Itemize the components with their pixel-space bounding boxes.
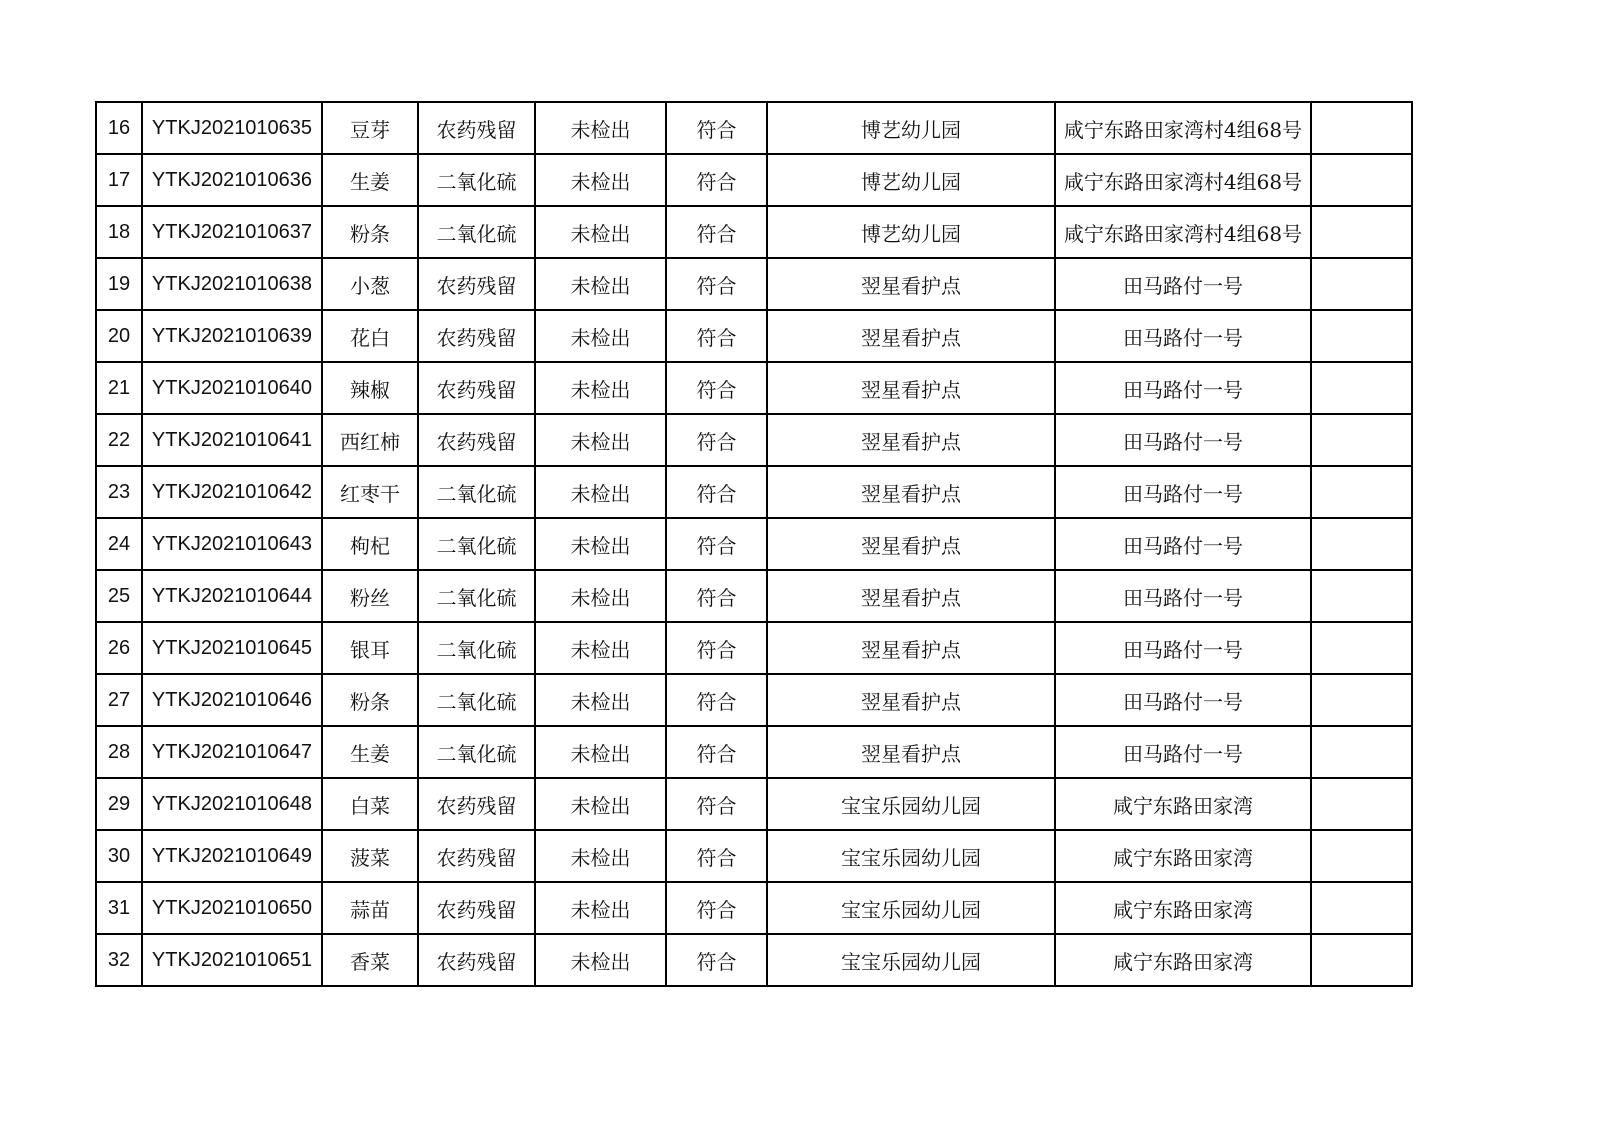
- test-result-cell: 未检出: [535, 206, 666, 258]
- remarks-cell: [1311, 310, 1412, 362]
- sample-name-cell: 小葱: [322, 258, 418, 310]
- row-number-cell: 24: [96, 518, 142, 570]
- table-row: [96, 466, 1412, 518]
- row-number-cell: 16: [96, 102, 142, 154]
- inspected-unit-cell: 宝宝乐园幼儿园: [767, 830, 1055, 882]
- row-number-cell: 32: [96, 934, 142, 986]
- test-item-cell: 二氧化硫: [418, 518, 535, 570]
- sample-name-cell: 银耳: [322, 622, 418, 674]
- sample-code-cell: YTKJ2021010643: [142, 518, 322, 570]
- sample-code-cell: YTKJ2021010641: [142, 414, 322, 466]
- conclusion-cell: 符合: [666, 778, 767, 830]
- remarks-cell: [1311, 206, 1412, 258]
- inspected-unit-cell: 翌星看护点: [767, 310, 1055, 362]
- inspected-unit-cell: 博艺幼儿园: [767, 102, 1055, 154]
- row-number-cell: 31: [96, 882, 142, 934]
- sample-name-cell: 粉条: [322, 206, 418, 258]
- row-number-cell: 29: [96, 778, 142, 830]
- remarks-cell: [1311, 830, 1412, 882]
- row-number-cell: 25: [96, 570, 142, 622]
- inspected-unit-cell: 博艺幼儿园: [767, 206, 1055, 258]
- unit-address-cell: 田马路付一号: [1055, 310, 1311, 362]
- sample-code-cell: YTKJ2021010637: [142, 206, 322, 258]
- inspected-unit-cell: 宝宝乐园幼儿园: [767, 882, 1055, 934]
- test-result-cell: 未检出: [535, 102, 666, 154]
- table-row: [96, 622, 1412, 674]
- sample-name-cell: 枸杞: [322, 518, 418, 570]
- test-item-cell: 农药残留: [418, 310, 535, 362]
- sample-code-cell: YTKJ2021010635: [142, 102, 322, 154]
- sample-name-cell: 香菜: [322, 934, 418, 986]
- inspected-unit-cell: 翌星看护点: [767, 414, 1055, 466]
- table-body: [96, 102, 1412, 986]
- remarks-cell: [1311, 674, 1412, 726]
- sample-code-cell: YTKJ2021010644: [142, 570, 322, 622]
- sample-name-cell: 辣椒: [322, 362, 418, 414]
- unit-address-cell: 咸宁东路田家湾: [1055, 934, 1311, 986]
- row-number-cell: 27: [96, 674, 142, 726]
- row-number-cell: 19: [96, 258, 142, 310]
- test-result-cell: 未检出: [535, 466, 666, 518]
- test-item-cell: 二氧化硫: [418, 674, 535, 726]
- test-item-cell: 农药残留: [418, 102, 535, 154]
- sample-code-cell: YTKJ2021010639: [142, 310, 322, 362]
- sample-code-cell: YTKJ2021010646: [142, 674, 322, 726]
- test-result-cell: 未检出: [535, 778, 666, 830]
- test-item-cell: 二氧化硫: [418, 154, 535, 206]
- remarks-cell: [1311, 154, 1412, 206]
- remarks-cell: [1311, 934, 1412, 986]
- test-result-cell: 未检出: [535, 518, 666, 570]
- table-row: [96, 830, 1412, 882]
- sample-code-cell: YTKJ2021010649: [142, 830, 322, 882]
- table-row: [96, 154, 1412, 206]
- conclusion-cell: 符合: [666, 102, 767, 154]
- test-result-cell: 未检出: [535, 414, 666, 466]
- sample-name-cell: 红枣干: [322, 466, 418, 518]
- sample-name-cell: 粉条: [322, 674, 418, 726]
- inspected-unit-cell: 翌星看护点: [767, 362, 1055, 414]
- unit-address-cell: 田马路付一号: [1055, 466, 1311, 518]
- test-item-cell: 二氧化硫: [418, 622, 535, 674]
- test-result-cell: 未检出: [535, 622, 666, 674]
- conclusion-cell: 符合: [666, 466, 767, 518]
- remarks-cell: [1311, 570, 1412, 622]
- conclusion-cell: 符合: [666, 154, 767, 206]
- sample-code-cell: YTKJ2021010636: [142, 154, 322, 206]
- test-result-cell: 未检出: [535, 154, 666, 206]
- test-item-cell: 农药残留: [418, 882, 535, 934]
- table-row: [96, 102, 1412, 154]
- sample-name-cell: 白菜: [322, 778, 418, 830]
- test-item-cell: 农药残留: [418, 934, 535, 986]
- test-item-cell: 二氧化硫: [418, 206, 535, 258]
- sample-name-cell: 生姜: [322, 154, 418, 206]
- conclusion-cell: 符合: [666, 570, 767, 622]
- remarks-cell: [1311, 258, 1412, 310]
- row-number-cell: 30: [96, 830, 142, 882]
- unit-address-cell: 田马路付一号: [1055, 726, 1311, 778]
- sample-code-cell: YTKJ2021010638: [142, 258, 322, 310]
- inspected-unit-cell: 宝宝乐园幼儿园: [767, 778, 1055, 830]
- unit-address-cell: 咸宁东路田家湾村4组68号: [1055, 102, 1311, 154]
- test-item-cell: 二氧化硫: [418, 726, 535, 778]
- test-result-cell: 未检出: [535, 570, 666, 622]
- table-row: [96, 310, 1412, 362]
- test-result-cell: 未检出: [535, 882, 666, 934]
- inspected-unit-cell: 翌星看护点: [767, 570, 1055, 622]
- unit-address-cell: 田马路付一号: [1055, 622, 1311, 674]
- remarks-cell: [1311, 518, 1412, 570]
- sample-name-cell: 蒜苗: [322, 882, 418, 934]
- unit-address-cell: 田马路付一号: [1055, 258, 1311, 310]
- unit-address-cell: 田马路付一号: [1055, 414, 1311, 466]
- inspected-unit-cell: 博艺幼儿园: [767, 154, 1055, 206]
- test-item-cell: 农药残留: [418, 778, 535, 830]
- row-number-cell: 28: [96, 726, 142, 778]
- sample-code-cell: YTKJ2021010648: [142, 778, 322, 830]
- row-number-cell: 21: [96, 362, 142, 414]
- remarks-cell: [1311, 102, 1412, 154]
- test-result-cell: 未检出: [535, 310, 666, 362]
- inspected-unit-cell: 翌星看护点: [767, 674, 1055, 726]
- table-row: [96, 518, 1412, 570]
- unit-address-cell: 咸宁东路田家湾: [1055, 882, 1311, 934]
- conclusion-cell: 符合: [666, 518, 767, 570]
- remarks-cell: [1311, 466, 1412, 518]
- inspected-unit-cell: 翌星看护点: [767, 622, 1055, 674]
- conclusion-cell: 符合: [666, 674, 767, 726]
- inspected-unit-cell: 翌星看护点: [767, 518, 1055, 570]
- conclusion-cell: 符合: [666, 362, 767, 414]
- table-row: [96, 778, 1412, 830]
- remarks-cell: [1311, 362, 1412, 414]
- table-row: [96, 674, 1412, 726]
- test-item-cell: 农药残留: [418, 414, 535, 466]
- conclusion-cell: 符合: [666, 726, 767, 778]
- sample-code-cell: YTKJ2021010651: [142, 934, 322, 986]
- table-row: [96, 362, 1412, 414]
- sample-name-cell: 菠菜: [322, 830, 418, 882]
- test-item-cell: 二氧化硫: [418, 570, 535, 622]
- table-row: [96, 726, 1412, 778]
- unit-address-cell: 田马路付一号: [1055, 518, 1311, 570]
- conclusion-cell: 符合: [666, 934, 767, 986]
- remarks-cell: [1311, 726, 1412, 778]
- unit-address-cell: 田马路付一号: [1055, 570, 1311, 622]
- remarks-cell: [1311, 622, 1412, 674]
- conclusion-cell: 符合: [666, 830, 767, 882]
- test-item-cell: 农药残留: [418, 362, 535, 414]
- test-item-cell: 二氧化硫: [418, 466, 535, 518]
- unit-address-cell: 田马路付一号: [1055, 674, 1311, 726]
- test-result-cell: 未检出: [535, 674, 666, 726]
- row-number-cell: 22: [96, 414, 142, 466]
- test-result-cell: 未检出: [535, 726, 666, 778]
- sample-code-cell: YTKJ2021010642: [142, 466, 322, 518]
- sample-name-cell: 西红柿: [322, 414, 418, 466]
- remarks-cell: [1311, 882, 1412, 934]
- row-number-cell: 20: [96, 310, 142, 362]
- test-item-cell: 农药残留: [418, 830, 535, 882]
- unit-address-cell: 咸宁东路田家湾: [1055, 830, 1311, 882]
- inspected-unit-cell: 翌星看护点: [767, 258, 1055, 310]
- sample-name-cell: 生姜: [322, 726, 418, 778]
- unit-address-cell: 咸宁东路田家湾村4组68号: [1055, 154, 1311, 206]
- conclusion-cell: 符合: [666, 310, 767, 362]
- unit-address-cell: 咸宁东路田家湾村4组68号: [1055, 206, 1311, 258]
- inspected-unit-cell: 宝宝乐园幼儿园: [767, 934, 1055, 986]
- conclusion-cell: 符合: [666, 206, 767, 258]
- conclusion-cell: 符合: [666, 622, 767, 674]
- table-row: [96, 414, 1412, 466]
- inspected-unit-cell: 翌星看护点: [767, 726, 1055, 778]
- test-item-cell: 农药残留: [418, 258, 535, 310]
- row-number-cell: 17: [96, 154, 142, 206]
- table-row: [96, 882, 1412, 934]
- unit-address-cell: 咸宁东路田家湾: [1055, 778, 1311, 830]
- sample-name-cell: 花白: [322, 310, 418, 362]
- conclusion-cell: 符合: [666, 414, 767, 466]
- row-number-cell: 18: [96, 206, 142, 258]
- sample-code-cell: YTKJ2021010640: [142, 362, 322, 414]
- test-result-cell: 未检出: [535, 934, 666, 986]
- sample-name-cell: 豆芽: [322, 102, 418, 154]
- table-row: [96, 934, 1412, 986]
- test-result-cell: 未检出: [535, 362, 666, 414]
- table-row: [96, 570, 1412, 622]
- table-row: [96, 258, 1412, 310]
- test-result-cell: 未检出: [535, 830, 666, 882]
- remarks-cell: [1311, 414, 1412, 466]
- inspected-unit-cell: 翌星看护点: [767, 466, 1055, 518]
- unit-address-cell: 田马路付一号: [1055, 362, 1311, 414]
- remarks-cell: [1311, 778, 1412, 830]
- sample-code-cell: YTKJ2021010647: [142, 726, 322, 778]
- test-result-cell: 未检出: [535, 258, 666, 310]
- inspection-results-table: [95, 101, 1413, 987]
- conclusion-cell: 符合: [666, 258, 767, 310]
- conclusion-cell: 符合: [666, 882, 767, 934]
- row-number-cell: 26: [96, 622, 142, 674]
- row-number-cell: 23: [96, 466, 142, 518]
- sample-name-cell: 粉丝: [322, 570, 418, 622]
- sample-code-cell: YTKJ2021010645: [142, 622, 322, 674]
- table-row: [96, 206, 1412, 258]
- sample-code-cell: YTKJ2021010650: [142, 882, 322, 934]
